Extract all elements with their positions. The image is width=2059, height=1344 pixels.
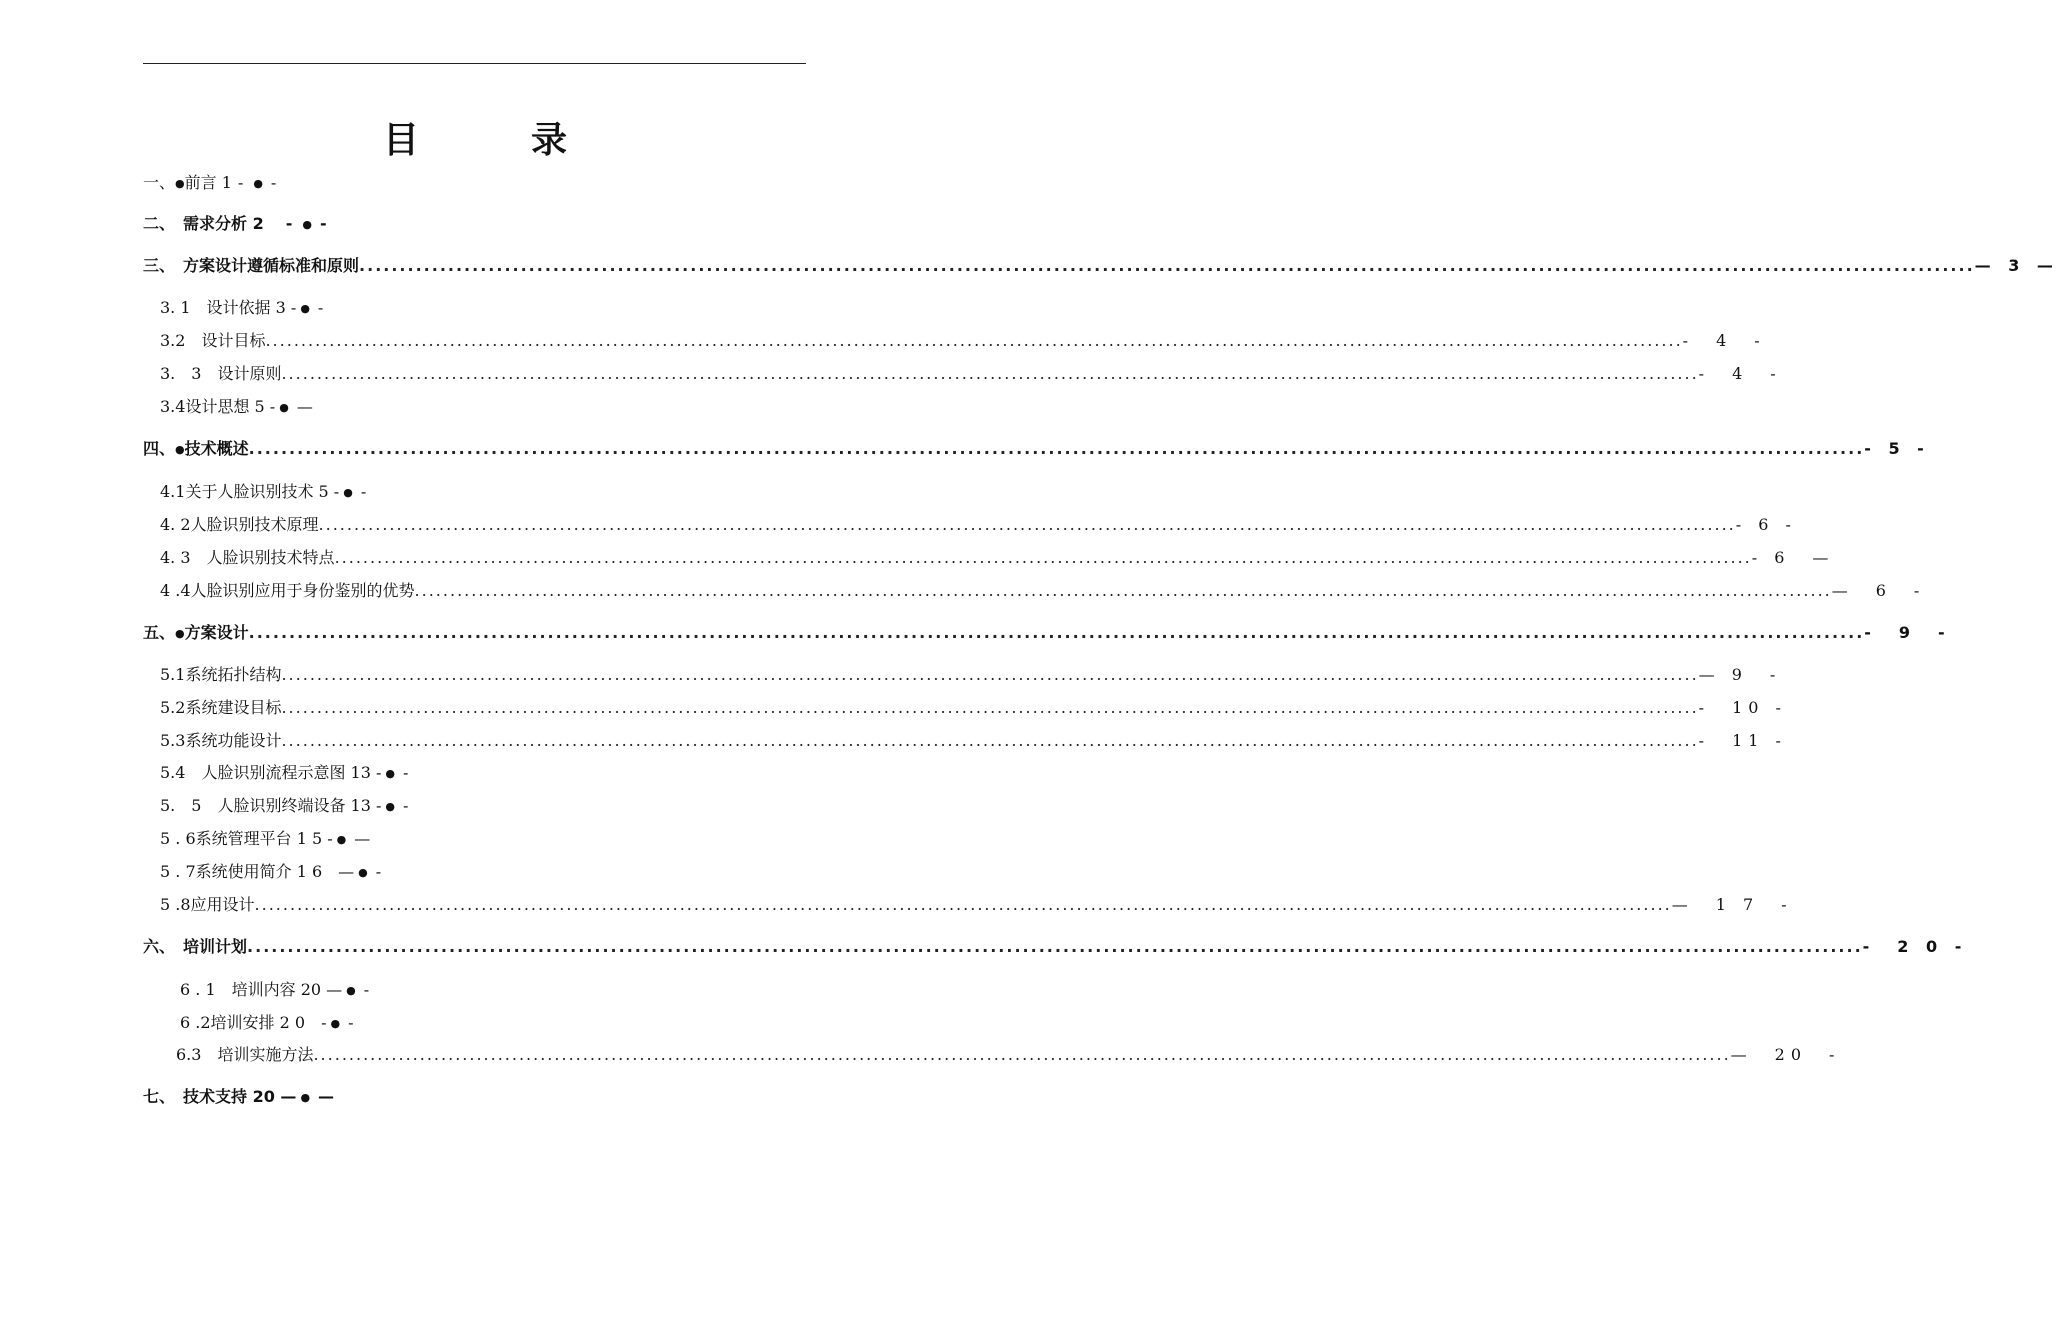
toc-entry-label: 4 .4 xyxy=(160,581,191,600)
toc-entry-title: 培训内容 20 — xyxy=(231,980,343,999)
bullet-glyph-icon: ● xyxy=(358,866,368,879)
toc-page-number: - xyxy=(237,173,250,192)
toc-entry-label: 四、 xyxy=(143,439,176,458)
toc-entry-label: 5 . 6 xyxy=(160,829,196,848)
toc-page-number: - 6 - xyxy=(1735,515,1797,534)
toc-leader-dots: ........................................................................................................................................................................................................ xyxy=(414,581,1832,600)
toc-entry-label: 5.2 xyxy=(160,698,186,717)
toc-leader-dots: ........................................................................................................................................................................................................ xyxy=(318,515,1736,534)
toc-entry-tail: — xyxy=(318,1087,335,1106)
toc-entry-tail: — xyxy=(354,829,371,848)
toc-entry[interactable] xyxy=(180,979,680,1001)
toc-entry-title: 系统建设目标 xyxy=(185,698,282,717)
bullet-glyph-icon: ● xyxy=(175,443,185,456)
toc-entry-title: 系统管理平台 1 5 - xyxy=(195,829,333,848)
toc-entry-label: 5 .8 xyxy=(160,895,191,914)
toc-entry-tail: - xyxy=(360,482,367,501)
toc-entry[interactable] xyxy=(160,861,660,883)
toc-entry[interactable] xyxy=(160,697,1787,719)
toc-entry-label: 5.3 xyxy=(160,731,186,750)
toc-entry-label: 3. 3 xyxy=(160,364,218,383)
toc-entry-label: 六、 xyxy=(143,937,184,956)
toc-entry-label: 3. 1 xyxy=(160,298,207,317)
toc-entry-tail: - xyxy=(375,862,382,881)
toc-entry-label: 3.2 xyxy=(160,331,202,350)
toc-page-number: - 9 - xyxy=(1864,623,1951,642)
toc-leader-dots: ........................................................................................................................................................................................................ xyxy=(265,331,1683,350)
toc-entry-label: 6 .2 xyxy=(180,1013,211,1032)
toc-page-number: — 9 - xyxy=(1698,665,1782,684)
toc-entry[interactable] xyxy=(160,795,660,817)
toc-entry[interactable] xyxy=(160,762,660,784)
toc-page-number: - 5 - xyxy=(1864,439,1930,458)
toc-entry-label: 5 . 7 xyxy=(160,862,196,881)
toc-entry-title: 培训实施方法 xyxy=(217,1045,314,1064)
toc-leader-dots: ........................................................................................................................................................................................................ xyxy=(254,895,1672,914)
bullet-glyph-icon: ● xyxy=(385,800,396,813)
toc-entry-label: 七、 xyxy=(143,1087,184,1106)
toc-entry-title: 人脸识别应用于身份鉴别的优势 xyxy=(190,581,415,600)
toc-entry-tail: - xyxy=(270,173,277,192)
toc-entry-title: 人脸识别流程示意图 13 - xyxy=(201,763,382,782)
toc-entry-title: 设计思想 5 - xyxy=(185,397,276,416)
toc-entry[interactable] xyxy=(160,828,660,850)
toc-entry-tail: - xyxy=(403,763,409,782)
toc-entry-title: 人脸识别终端设备 13 - xyxy=(217,796,382,815)
toc-entry-label: 4. 3 xyxy=(160,548,207,567)
toc-page-number: - 6 — xyxy=(1751,548,1835,567)
toc-entry[interactable] xyxy=(160,363,1782,385)
toc-entry[interactable] xyxy=(143,936,1968,958)
toc-entry[interactable] xyxy=(160,894,1793,916)
toc-entry-tail: - xyxy=(363,980,370,999)
toc-entry-tail: - xyxy=(319,214,327,233)
toc-page-number: - 11 - xyxy=(1698,731,1787,750)
toc-entry[interactable] xyxy=(160,481,660,503)
bullet-glyph-icon: ● xyxy=(343,486,353,499)
toc-entry-label: 3.4 xyxy=(160,397,186,416)
toc-entry-label: 5.4 xyxy=(160,763,202,782)
toc-entry-label: 4. 2 xyxy=(160,515,191,534)
toc-leader-dots: ........................................................................................................................................................................................................ xyxy=(281,665,1699,684)
toc-entry[interactable] xyxy=(160,547,1835,569)
bullet-glyph-icon: ● xyxy=(302,218,312,231)
toc-entry-label: 五、 xyxy=(143,623,176,642)
toc-leader-dots: ........................................................................................................................................................................................................ xyxy=(247,937,1863,956)
toc-entry-tail: — xyxy=(296,397,313,416)
toc-entry-title: 系统使用简介 1 6 — xyxy=(195,862,355,881)
toc-entry-label: 4.1 xyxy=(160,482,186,501)
toc-entry[interactable] xyxy=(160,580,1926,602)
toc-entry-title: 方案设计 xyxy=(184,623,249,642)
bullet-glyph-icon: ● xyxy=(300,302,310,315)
toc-leader-dots: ........................................................................................................................................................................................................ xyxy=(281,698,1699,717)
toc-entry-label: 6.3 xyxy=(176,1045,218,1064)
toc-entry[interactable] xyxy=(160,730,1787,752)
toc-entry[interactable] xyxy=(143,438,1930,460)
toc-entry-title: 系统拓扑结构 xyxy=(185,665,282,684)
bullet-glyph-icon: ● xyxy=(330,1017,341,1030)
toc-entry[interactable] xyxy=(160,664,1782,686)
toc-page-number: - xyxy=(285,214,299,233)
toc-page-number: - 10 - xyxy=(1698,698,1787,717)
toc-entry-label: 二、 xyxy=(143,214,184,233)
toc-entry-title: 培训计划 xyxy=(183,937,248,956)
toc-leader-dots: ........................................................................................................................................................................................................ xyxy=(334,548,1752,567)
toc-entry-label: 6 . 1 xyxy=(180,980,232,999)
toc-entry[interactable] xyxy=(180,1012,680,1034)
toc-entry-label: 一、 xyxy=(143,173,176,192)
toc-entry-title: 人脸识别技术特点 xyxy=(206,548,335,567)
toc-entry[interactable] xyxy=(160,330,1766,352)
toc-entry-title: 方案设计遵循标准和原则 xyxy=(183,256,360,275)
toc-entry-tail: - xyxy=(348,1013,354,1032)
toc-leader-dots: ........................................................................................................................................................................................................ xyxy=(248,439,1865,458)
bullet-glyph-icon: ● xyxy=(336,833,347,846)
toc-entry-tail: - xyxy=(317,298,324,317)
toc-entry[interactable] xyxy=(160,514,1797,536)
toc-entry[interactable] xyxy=(160,396,660,418)
toc-entry-title: 设计依据 3 - xyxy=(206,298,297,317)
toc-entry-title: 系统功能设计 xyxy=(185,731,282,750)
bullet-glyph-icon: ● xyxy=(175,627,185,640)
bullet-glyph-icon: ● xyxy=(300,1091,311,1104)
toc-entry-title: 需求分析 2 xyxy=(183,214,280,233)
toc-entry-label: 三、 xyxy=(143,256,184,275)
toc-page-number: - 4 - xyxy=(1682,331,1766,350)
toc-leader-dots: ........................................................................................................................................................................................................ xyxy=(281,731,1699,750)
toc-entry[interactable] xyxy=(176,1044,1841,1066)
bullet-glyph-icon: ● xyxy=(253,177,263,190)
toc-entry[interactable] xyxy=(143,622,1951,644)
toc-entry[interactable] xyxy=(160,297,660,319)
toc-entry-title: 设计目标 xyxy=(201,331,266,350)
toc-leader-dots: ........................................................................................................................................................................................................ xyxy=(281,364,1699,383)
toc-entry-title: 培训安排 2 0 - xyxy=(210,1013,327,1032)
toc-entry[interactable] xyxy=(143,1086,643,1108)
toc-entry-label: 5.1 xyxy=(160,665,186,684)
toc-page-number: — 3 — xyxy=(1974,256,2059,275)
header-rule xyxy=(143,63,806,64)
toc-entry-title: 设计原则 xyxy=(217,364,282,383)
toc-entry[interactable] xyxy=(143,172,643,194)
toc-page-number: — 6 - xyxy=(1831,581,1926,600)
toc-entry-title: 技术支持 20 — xyxy=(183,1087,297,1106)
bullet-glyph-icon: ● xyxy=(279,401,289,414)
toc-leader-dots: ........................................................................................................................................................................................................ xyxy=(248,623,1865,642)
toc-entry-title: 技术概述 xyxy=(184,439,249,458)
toc-leader-dots: ........................................................................................................................................................................................................ xyxy=(313,1045,1731,1064)
page-title: 目 录 xyxy=(382,120,605,161)
toc-page-number: — 20 - xyxy=(1730,1045,1841,1064)
toc-entry-title: 关于人脸识别技术 5 - xyxy=(185,482,340,501)
toc-entry-title: 应用设计 xyxy=(190,895,255,914)
toc-entry[interactable] xyxy=(143,255,2059,277)
toc-leader-dots: ........................................................................................................................................................................................................ xyxy=(359,256,1975,275)
bullet-glyph-icon: ● xyxy=(346,984,356,997)
toc-entry-title: 人脸识别技术原理 xyxy=(190,515,319,534)
bullet-glyph-icon: ● xyxy=(175,177,185,190)
toc-page-number: - 4 - xyxy=(1698,364,1782,383)
bullet-glyph-icon: ● xyxy=(385,767,396,780)
toc-page-number: - 2 0 - xyxy=(1862,937,1968,956)
toc-entry[interactable] xyxy=(143,213,643,235)
toc-entry-tail: - xyxy=(403,796,409,815)
toc-page-number: — 1 7 - xyxy=(1671,895,1793,914)
toc-entry-title: 前言 1 xyxy=(184,173,232,192)
toc-entry-label: 5. 5 xyxy=(160,796,218,815)
